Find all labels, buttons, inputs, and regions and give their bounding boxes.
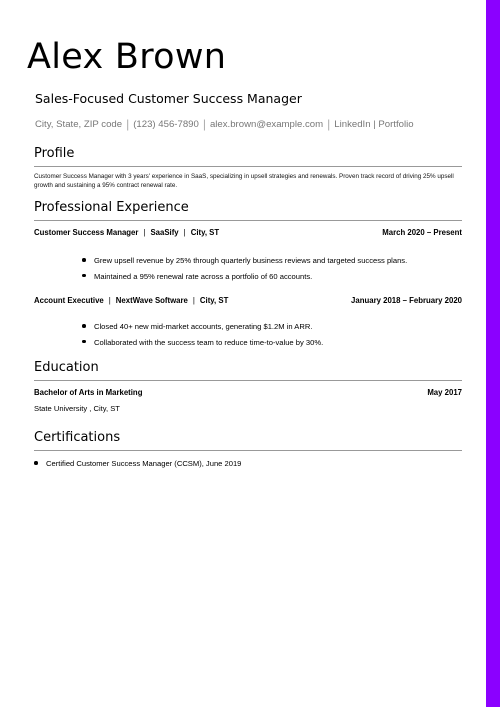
candidate-title: Sales-Focused Customer Success Manager: [35, 91, 302, 106]
section-heading-experience: Professional Experience: [34, 200, 462, 221]
contact-separator: |: [327, 117, 331, 131]
list-item: Maintained a 95% renewal rate across a portfolio of 60 accounts.: [82, 272, 462, 281]
experience-separator: |: [183, 228, 186, 237]
certification-list: [34, 459, 414, 475]
experience-dates: March 2020 – Present: [382, 228, 462, 237]
section-heading-education: Education: [34, 360, 462, 381]
resume-page: [27, 0, 462, 707]
experience-location: City, ST: [199, 296, 229, 305]
experience-location: City, ST: [190, 228, 220, 237]
section-heading-certifications: Certifications: [34, 430, 462, 451]
list-item: Certified Customer Success Manager (CCSM), June 2019: [34, 459, 414, 468]
accent-sidebar-bar: [486, 0, 500, 707]
contact-separator: |: [202, 117, 206, 131]
experience-bullets: [82, 256, 462, 287]
contact-email[interactable]: alex.brown@example.com: [209, 119, 324, 130]
education-entry-header: [34, 388, 462, 397]
experience-entry-header: [34, 228, 462, 237]
candidate-name: Alex Brown: [27, 37, 227, 77]
experience-company: NextWave Software: [115, 296, 188, 305]
experience-entry-header: [34, 296, 462, 305]
contact-links[interactable]: LinkedIn | Portfolio: [334, 119, 414, 130]
list-item: Grew upsell revenue by 25% through quarterly business reviews and targeted success plans.: [82, 256, 462, 265]
experience-role: Customer Success Manager: [34, 228, 139, 237]
section-heading-profile: Profile: [34, 146, 462, 167]
experience-separator: |: [143, 228, 146, 237]
experience-role: Account Executive: [34, 296, 104, 305]
contact-line: [35, 116, 414, 130]
education-date: May 2017: [427, 388, 462, 397]
experience-dates: January 2018 – February 2020: [351, 296, 462, 305]
contact-separator: |: [126, 117, 130, 131]
experience-role-line: [34, 296, 228, 305]
education-degree: Bachelor of Arts in Marketing: [34, 388, 143, 397]
contact-location: City, State, ZIP code: [35, 119, 123, 130]
profile-summary: Customer Success Manager with 3 years' experience in SaaS, specializing in upsell strategies and renewals. Proven track record of driving 25% upsell growth and sustaining a 95% contract renewal rate.: [34, 173, 454, 190]
experience-company: SaaSify: [150, 228, 179, 237]
experience-bullets: [82, 322, 462, 353]
list-item: Collaborated with the success team to reduce time-to-value by 30%.: [82, 338, 462, 347]
contact-phone: (123) 456-7890: [133, 119, 199, 130]
list-item: Closed 40+ new mid-market accounts, generating $1.2M in ARR.: [82, 322, 462, 331]
experience-separator: |: [192, 296, 195, 305]
education-school: State University , City, ST: [34, 404, 120, 413]
experience-separator: |: [108, 296, 111, 305]
experience-role-line: [34, 228, 219, 237]
